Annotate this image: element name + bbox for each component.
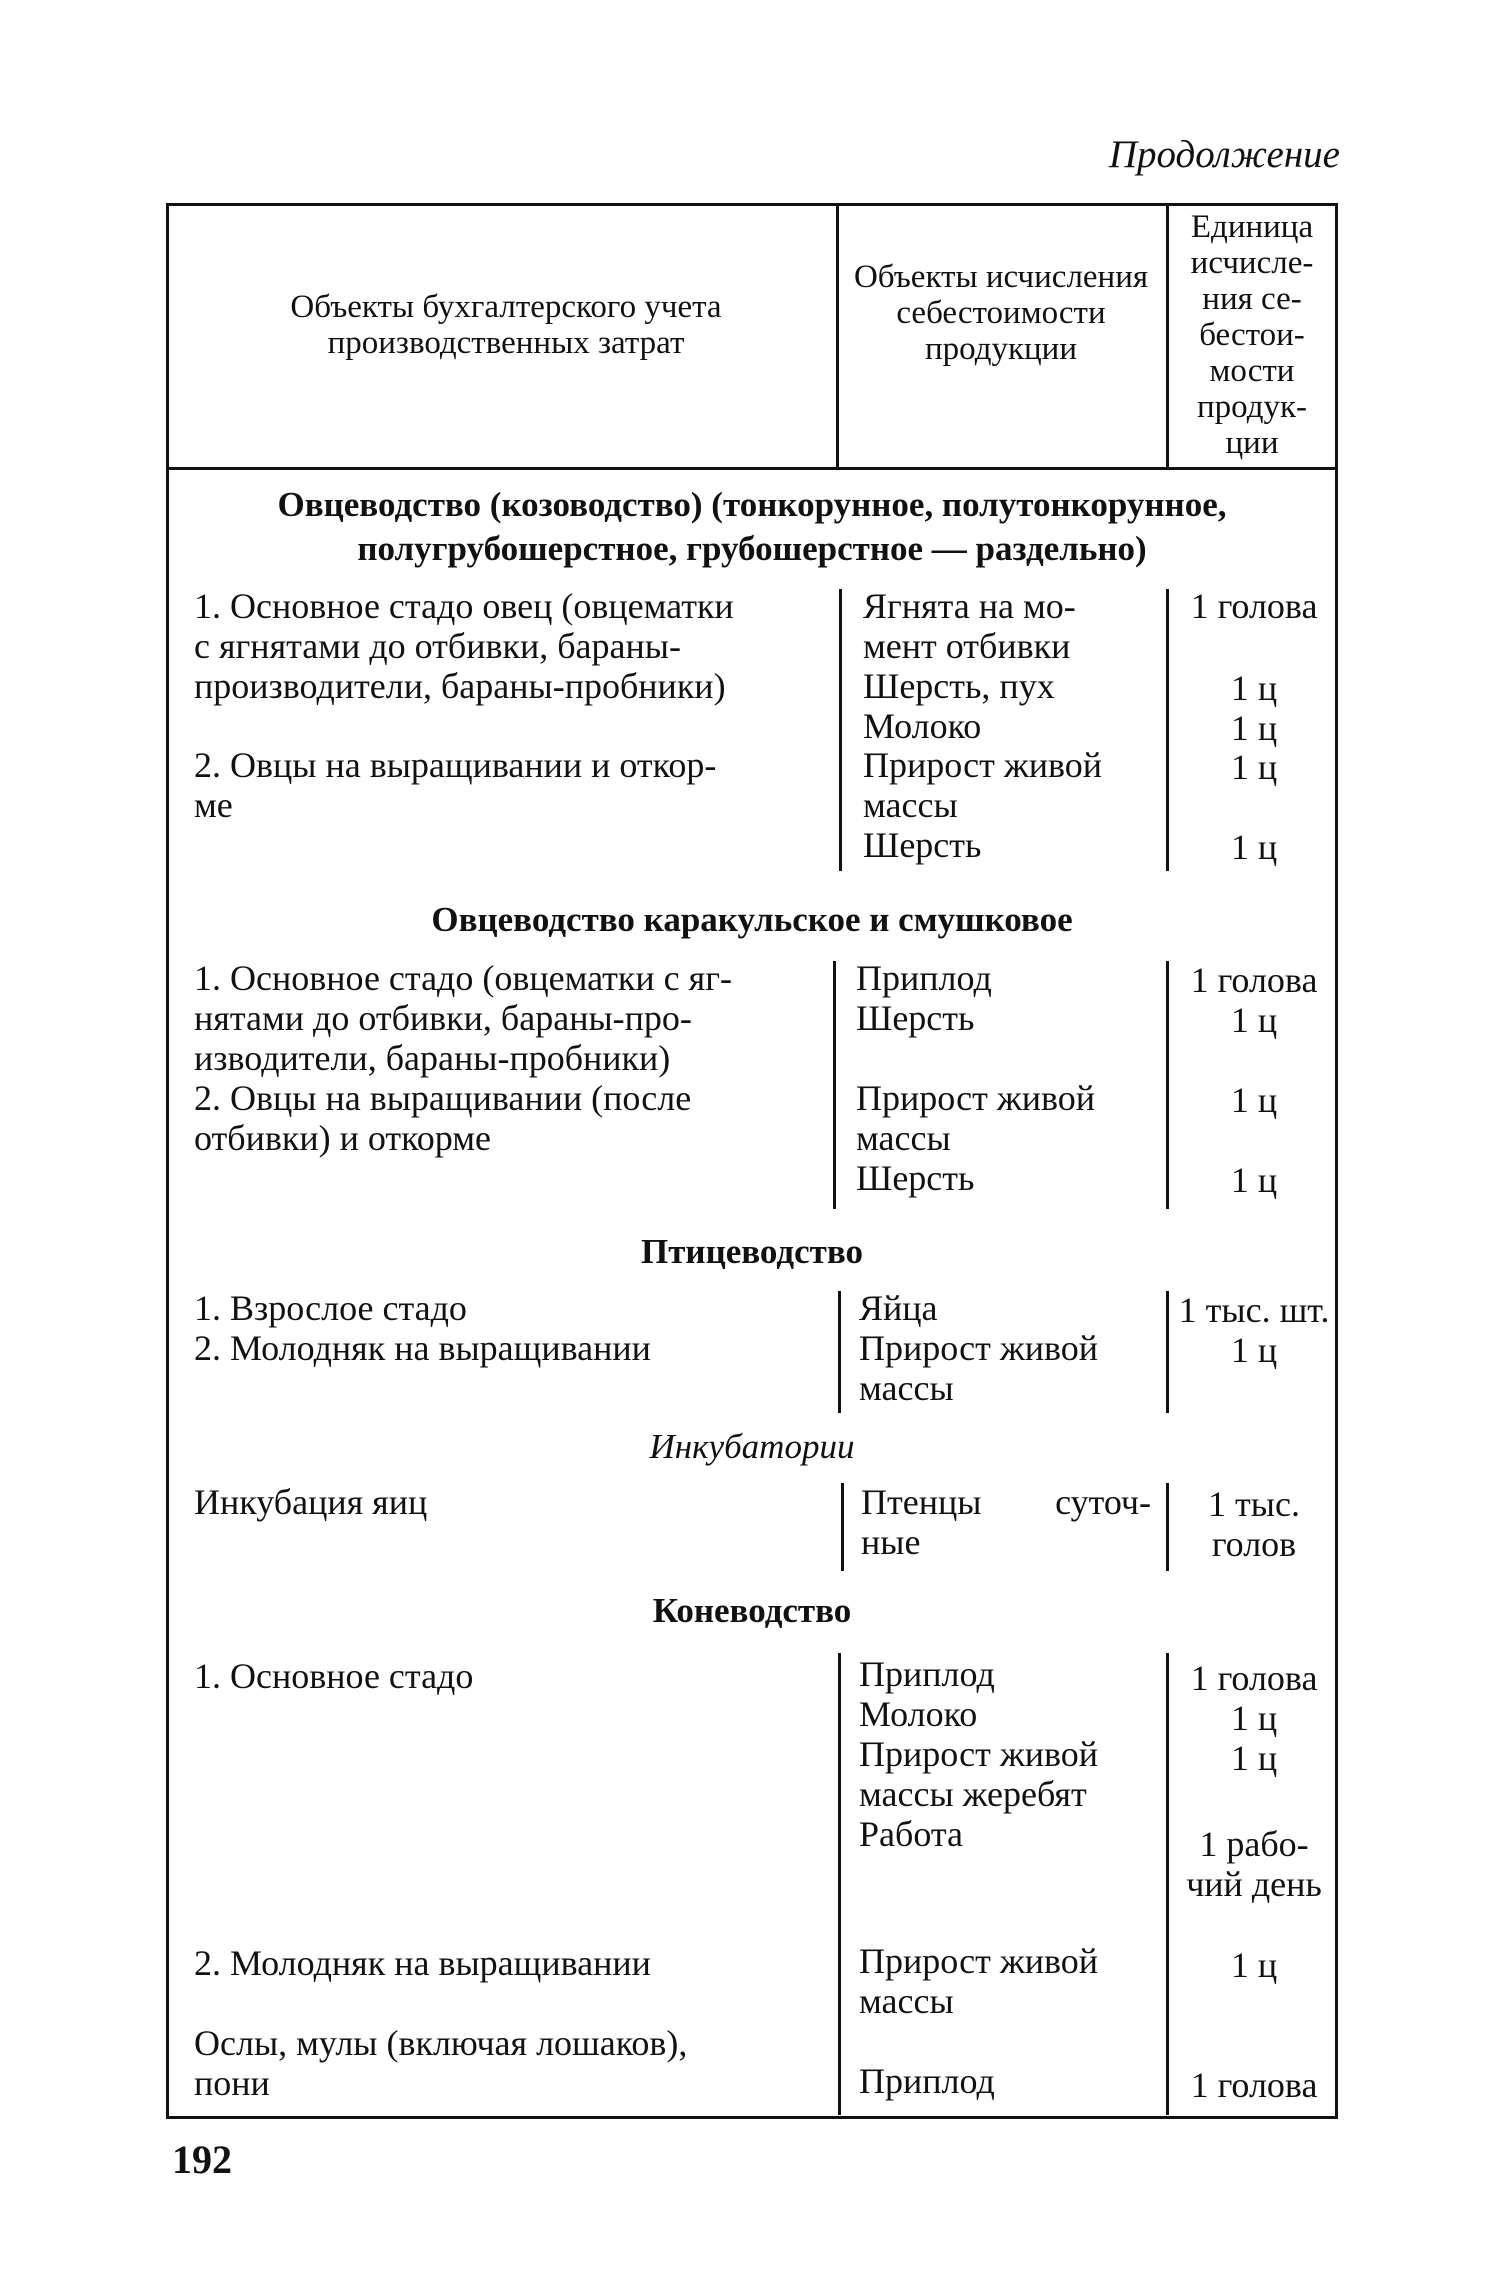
object-cell: 1. Взрослое стадо: [194, 1288, 467, 1328]
table-border-bottom: [166, 2116, 1338, 2119]
header-col1: Объекты бухгалтерского учета производственных затрат: [290, 289, 722, 361]
header-col2: Объекты исчисления себестоимости продукции: [853, 259, 1149, 367]
table-border-top: [166, 203, 1338, 206]
column-rule: [838, 1291, 841, 1413]
page-number: 192: [172, 2137, 232, 2182]
product-line: мент отбивки: [863, 626, 1071, 666]
object-cell: [194, 745, 834, 825]
section-title-poultry: [166, 1230, 1338, 1274]
product-line: массы: [859, 1368, 954, 1408]
continuation-label: Продолжение: [1108, 133, 1340, 176]
object-line: 1. Основное стадо (овцематки с яг-: [194, 958, 732, 998]
unit-cell: [1170, 1824, 1338, 1904]
unit-line: чий день: [1186, 1864, 1322, 1904]
header-col3: [1169, 209, 1335, 461]
object-line: с ягнятами до отбивки, бараны-: [194, 626, 681, 666]
header-divider: [166, 467, 1338, 470]
unit-cell: 1 ц: [1230, 1000, 1278, 1040]
product-line: Прирост живой: [859, 1734, 1099, 1774]
product-cell: Шерсть: [863, 825, 982, 865]
header-col3-line: продук-: [1196, 389, 1308, 425]
object-line: 2. Овцы на выращивании и откор-: [194, 745, 717, 785]
product-cell: Приплод: [859, 2061, 995, 2101]
section-title-horses: [166, 1589, 1338, 1633]
product-line: Ягнята на мо-: [863, 586, 1076, 626]
header-col-divider-1: [836, 203, 839, 470]
unit-cell: 1 ц: [1230, 708, 1278, 748]
product-cell: Шерсть: [856, 998, 975, 1038]
header-col3-line: Единица: [1190, 209, 1314, 245]
object-line: изводители, бараны-пробники): [194, 1038, 671, 1078]
product-line: массы: [859, 1981, 954, 2021]
column-rule: [1166, 1483, 1169, 1571]
section-title-line: Коневодство: [652, 1591, 852, 1630]
column-rule: [838, 1653, 841, 2115]
unit-cell: 1 голова: [1190, 1658, 1318, 1698]
header-col3-line: исчисле-: [1190, 245, 1314, 281]
unit-cell: 1 ц: [1230, 1330, 1278, 1370]
product-line: Прирост живой: [856, 1078, 1096, 1118]
section-title-sheep: [166, 483, 1338, 571]
product-line: Прирост живой: [859, 1328, 1099, 1368]
unit-cell: 1 ц: [1230, 827, 1278, 867]
product-cell: Яйца: [859, 1288, 938, 1328]
object-cell: [194, 958, 834, 1078]
unit-line: 1 тыс.: [1208, 1484, 1300, 1524]
product-cell: Приплод: [859, 1654, 995, 1694]
unit-cell: 1 голова: [1190, 2065, 1318, 2105]
unit-cell: 1 тыс. шт.: [1178, 1290, 1330, 1330]
object-cell: Инкубация яиц: [194, 1482, 428, 1522]
unit-line: голов: [1211, 1524, 1297, 1564]
unit-cell: 1 ц: [1230, 1698, 1278, 1738]
section-title-line: Овцеводство каракульское и смушковое: [431, 900, 1073, 939]
section-title-line: Овцеводство (козоводство) (тонкорунное, полутонкорунное,: [277, 485, 1227, 524]
unit-cell: 1 ц: [1230, 747, 1278, 787]
object-cell: [194, 586, 834, 706]
header-col3-line: бестои-: [1199, 317, 1305, 353]
product-line: массы: [856, 1118, 951, 1158]
unit-cell: 1 ц: [1230, 668, 1278, 708]
object-line: ме: [194, 785, 233, 825]
product-line: ные: [861, 1522, 921, 1562]
object-line: 1. Основное стадо овец (овцематки: [194, 586, 734, 626]
object-cell: [194, 1078, 834, 1158]
section-title-line: Инкубатории: [649, 1427, 855, 1466]
section-title-hatcheries: [166, 1425, 1338, 1469]
product-cell: Шерсть, пух: [863, 666, 1055, 706]
object-line: пони: [194, 2063, 270, 2103]
section-title-line: Птицеводство: [640, 1232, 864, 1271]
unit-cell: [1170, 1484, 1338, 1564]
object-cell: 1. Основное стадо: [194, 1656, 474, 1696]
product-cell: Молоко: [859, 1694, 978, 1734]
unit-cell: 1 голова: [1190, 960, 1318, 1000]
product-line: массы: [863, 785, 958, 825]
section-title-karakul: [166, 898, 1338, 942]
product-cell: Работа: [859, 1814, 963, 1854]
object-cell: [194, 2023, 834, 2103]
product-line: Птенцы суточ-: [861, 1482, 1151, 1522]
product-cell: Молоко: [863, 706, 982, 746]
product-cell: [861, 1482, 1151, 1562]
unit-cell: 1 ц: [1230, 1160, 1278, 1200]
object-line: отбивки) и откорме: [194, 1118, 491, 1158]
column-rule: [841, 1483, 844, 1571]
unit-cell: 1 ц: [1230, 1945, 1278, 1985]
column-rule: [839, 589, 842, 871]
header-col3-line: мости: [1209, 353, 1295, 389]
product-cell: Шерсть: [856, 1158, 975, 1198]
object-line: производители, бараны-пробники): [194, 666, 726, 706]
unit-cell: 1 голова: [1190, 586, 1318, 626]
product-line: Прирост живой: [863, 745, 1103, 785]
unit-cell: 1 ц: [1230, 1738, 1278, 1778]
header-col3-line: ции: [1225, 425, 1279, 461]
object-line: Ослы, мулы (включая лошаков),: [194, 2023, 688, 2063]
object-cell: 2. Молодняк на выращивании: [194, 1943, 651, 1983]
product-line: Прирост живой: [859, 1941, 1099, 1981]
product-line: массы жеребят: [859, 1774, 1087, 1814]
unit-line: 1 рабо-: [1199, 1824, 1309, 1864]
object-cell: 2. Молодняк на выращивании: [194, 1328, 651, 1368]
object-line: нятами до отбивки, бараны-про-: [194, 998, 692, 1038]
header-col3-line: ния се-: [1202, 281, 1302, 317]
cost-objects-table: [166, 203, 1338, 2119]
unit-cell: 1 ц: [1230, 1080, 1278, 1120]
object-line: 2. Овцы на выращивании (после: [194, 1078, 692, 1118]
product-cell: Приплод: [856, 958, 992, 998]
section-title-line: полугрубошерстное, грубошерстное — раздельно): [357, 529, 1147, 568]
